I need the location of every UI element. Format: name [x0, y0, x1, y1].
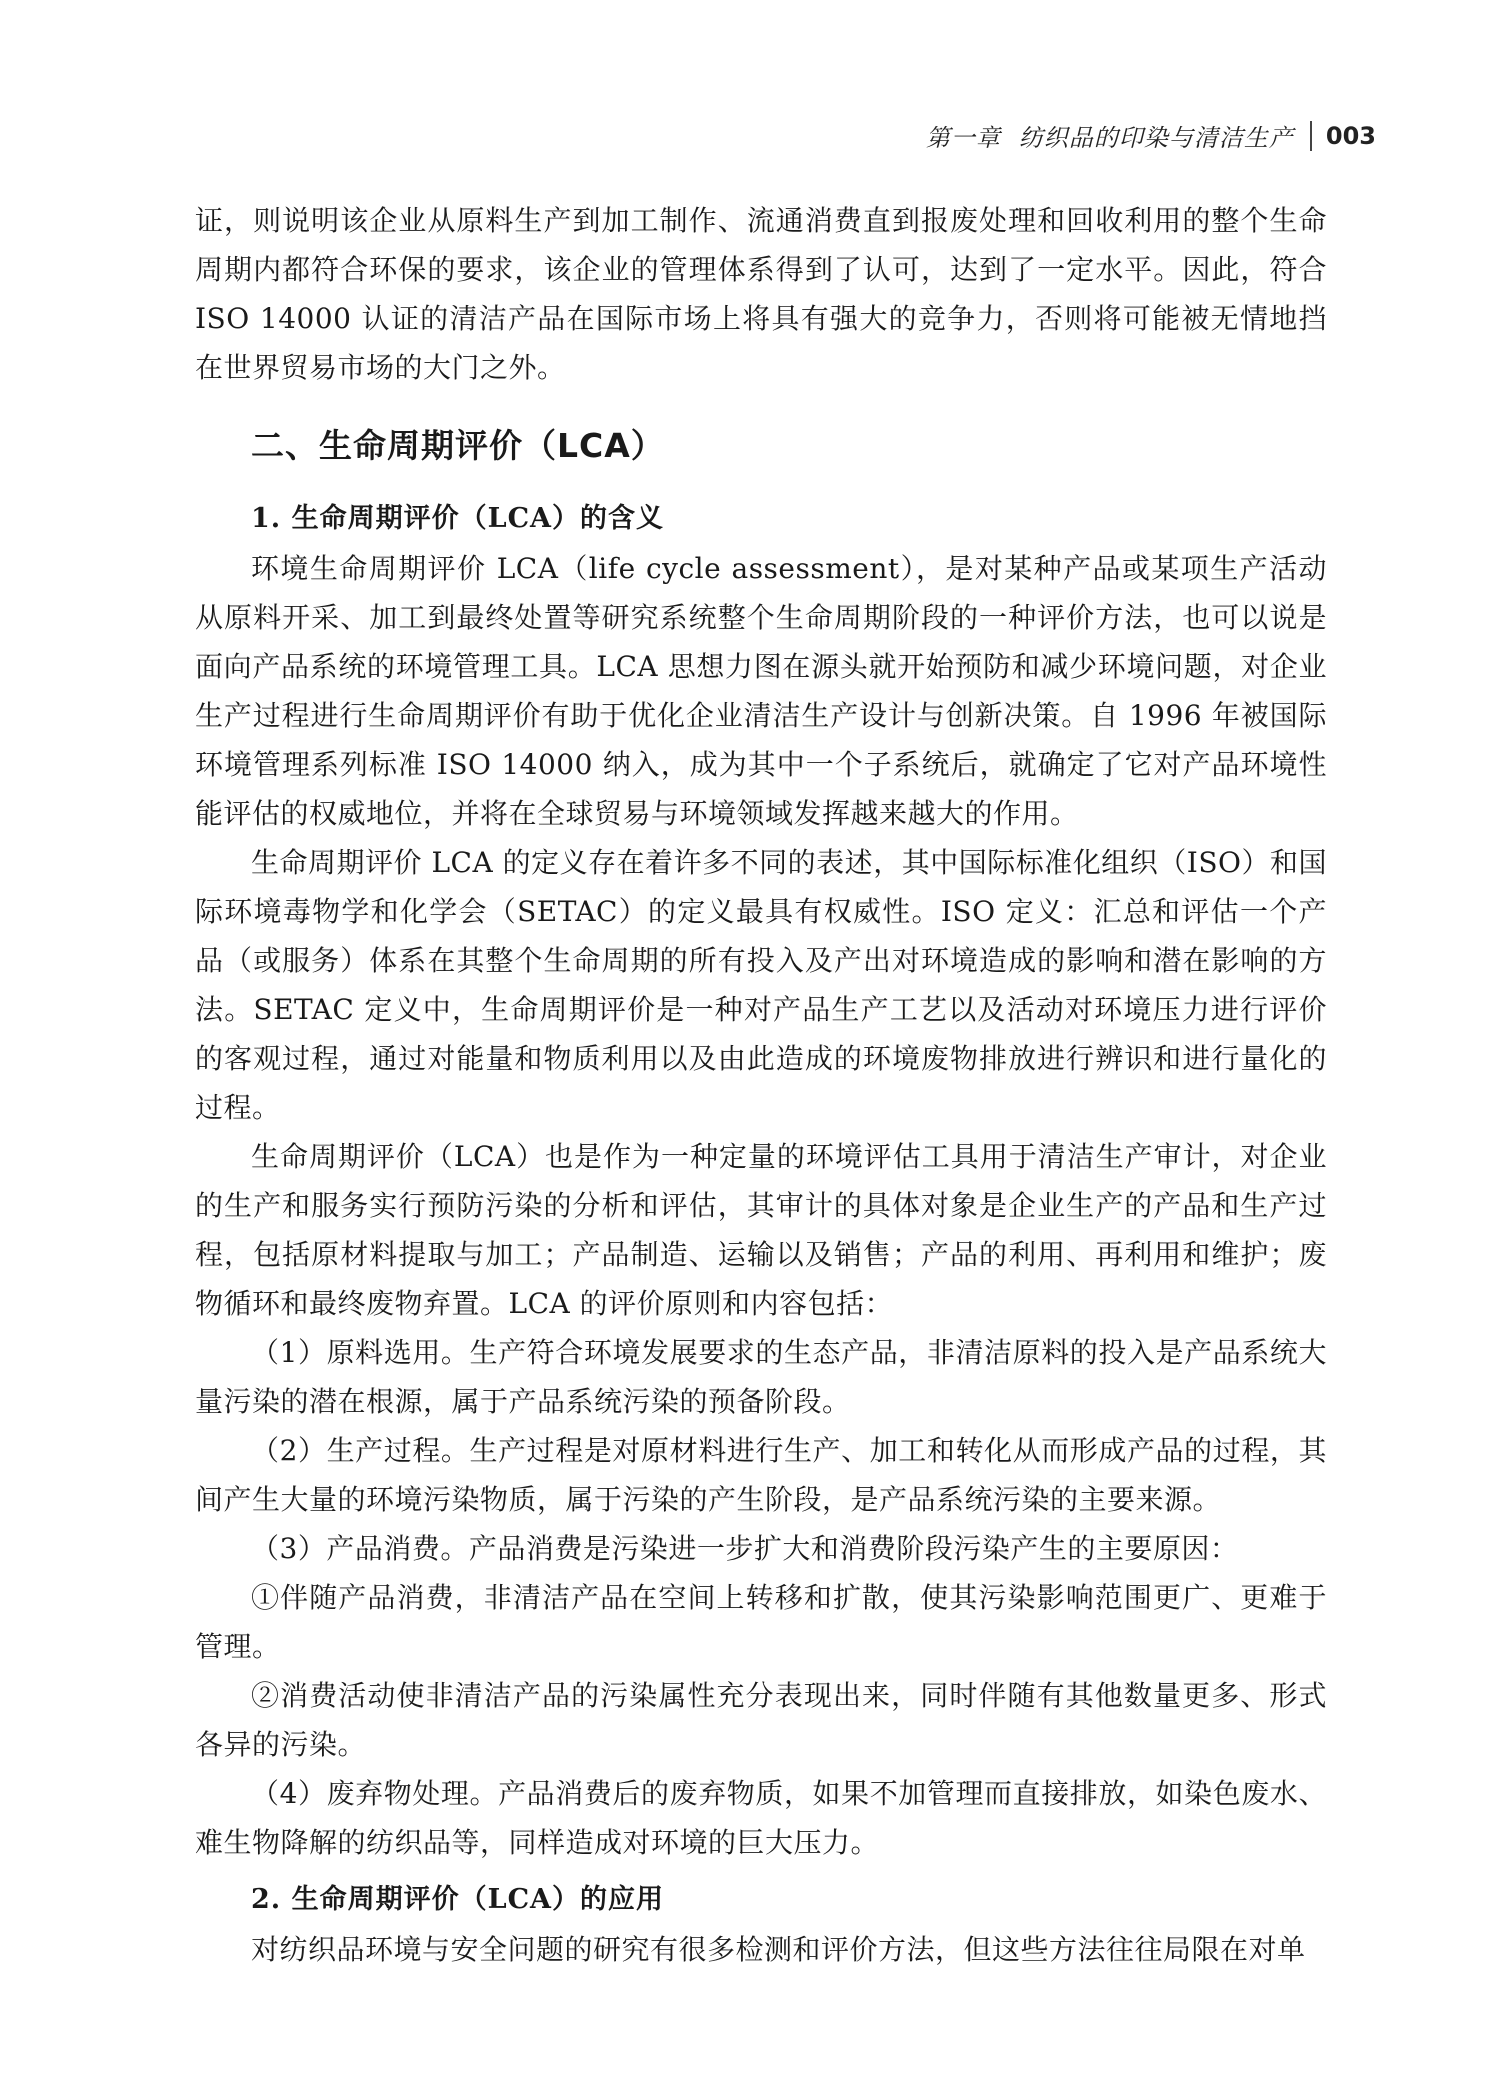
- paragraph: 生命周期评价 LCA 的定义存在着许多不同的表述，其中国际标准化组织（ISO）和国际环境毒物学和化学会（SETAC）的定义最具有权威性。ISO 定义：汇总和评估一个产品（或服务）体系在其整个生命周期的所有投入及产出对环境造成的影响和潜在影响的方法。SETAC 定义中，生命周期评价是一种对产品生产工艺以及活动对环境压力进行评价的客观过程，通过对能量和物质利用以及由此造成的环境废物排放进行辨识和进行量化的过程。: [195, 846, 1327, 1124]
- section-heading: 二、生命周期评价（LCA）: [251, 426, 665, 465]
- subsection-heading-1: 1. 生命周期评价（LCA）的含义: [251, 503, 665, 534]
- chapter-title: 纺织品的印染与清洁生产: [1018, 124, 1294, 152]
- page-number: 003: [1325, 121, 1376, 150]
- chapter-label: 第一章: [925, 124, 1001, 152]
- paragraph: 生命周期评价（LCA）也是作为一种定量的环境评估工具用于清洁生产审计，对企业的生产和服务实行预防污染的分析和评估，其审计的具体对象是企业生产的产品和生产过程，包括原材料提取与加工；产品制造、运输以及销售；产品的利用、再利用和维护；废物循环和最终废物弃置。LCA 的评价原则和内容包括：: [195, 1140, 1327, 1320]
- list-item: （1）原料选用。生产符合环境发展要求的生态产品，非清洁原料的投入是产品系统大量污染的潜在根源，属于产品系统污染的预备阶段。: [195, 1336, 1327, 1418]
- running-header: [926, 118, 1376, 153]
- subsection-heading-2: 2. 生命周期评价（LCA）的应用: [251, 1884, 665, 1915]
- sub-list-item: ①伴随产品消费，非清洁产品在空间上转移和扩散，使其污染影响范围更广、更难于管理。: [195, 1581, 1327, 1663]
- list-item: （4）废弃物处理。产品消费后的废弃物质，如果不加管理而直接排放，如染色废水、难生物降解的纺织品等，同样造成对环境的巨大压力。: [195, 1777, 1327, 1859]
- list-item: （2）生产过程。生产过程是对原材料进行生产、加工和转化从而形成产品的过程，其间产生大量的环境污染物质，属于污染的产生阶段，是产品系统污染的主要来源。: [195, 1434, 1327, 1516]
- paragraph: 环境生命周期评价 LCA（life cycle assessment），是对某种产品或某项生产活动从原料开采、加工到最终处置等研究系统整个生命周期阶段的一种评价方法，也可以说是面向产品系统的环境管理工具。LCA 思想力图在源头就开始预防和减少环境问题，对企业生产过程进行生命周期评价有助于优化企业清洁生产设计与创新决策。自 1996 年被国际环境管理系列标准 ISO 14000 纳入，成为其中一个子系统后，就确定了它对产品环境性能评估的权威地位，并将在全球贸易与环境领域发挥越来越大的作用。: [195, 552, 1327, 830]
- paragraph-continued: 证，则说明该企业从原料生产到加工制作、流通消费直到报废处理和回收利用的整个生命周期内都符合环保的要求，该企业的管理体系得到了认可，达到了一定水平。因此，符合ISO 14000 认证的清洁产品在国际市场上将具有强大的竞争力，否则将可能被无情地挡在世界贸易市场的大门之外。: [195, 204, 1327, 384]
- page-body: [195, 196, 1327, 1974]
- paragraph: 对纺织品环境与安全问题的研究有很多检测和评价方法，但这些方法往往局限在对单: [251, 1933, 1306, 1966]
- header-divider: [1310, 121, 1312, 151]
- sub-list-item: ②消费活动使非清洁产品的污染属性充分表现出来，同时伴随有其他数量更多、形式各异的污染。: [195, 1679, 1327, 1761]
- list-item: （3）产品消费。产品消费是污染进一步扩大和消费阶段污染产生的主要原因：: [251, 1532, 1239, 1565]
